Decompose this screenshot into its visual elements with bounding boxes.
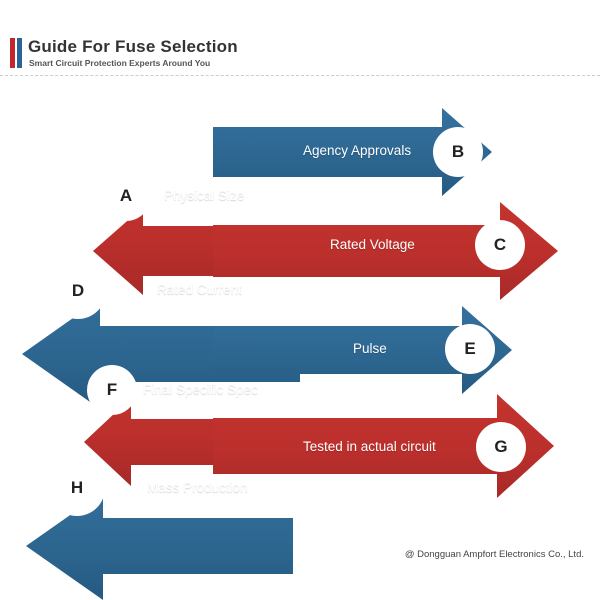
arrow-label-d: Rated Current [157,282,242,297]
badge-letter-g: G [494,437,508,456]
company-credit: @ Dongguan Ampfort Electronics Co., Ltd. [404,549,584,560]
arrow-label-b: Agency Approvals [303,143,412,158]
arrow-label-g: Tested in actual circuit [303,439,436,454]
header-divider [0,75,600,76]
arrow-label-h: Mass Production [147,480,248,495]
brand-bar-red [10,38,15,68]
fuse-selection-flow-diagram [0,78,600,600]
badge-letter-e: E [464,339,476,358]
badge-letter-d: D [71,281,85,300]
arrow-label-a: Physical Size [164,188,245,203]
badge-letter-a: A [119,186,133,205]
page-title: Guide For Fuse Selection [28,37,238,56]
badge-letter-h: H [70,478,84,497]
arrow-label-c: Rated Voltage [330,237,415,252]
badge-letter-c: C [493,235,507,254]
brand-bar-blue [17,38,22,68]
page-header [0,0,600,78]
page-subtitle: Smart Circuit Protection Experts Around You [29,58,211,68]
badge-letter-b: B [451,142,465,161]
brand-accent-bars [10,38,22,68]
arrows-canvas [0,78,600,600]
arrow-label-f: Final Specific Spec [143,382,258,397]
badge-letter-f: F [106,380,118,399]
arrow-label-e: Pulse [353,341,387,356]
